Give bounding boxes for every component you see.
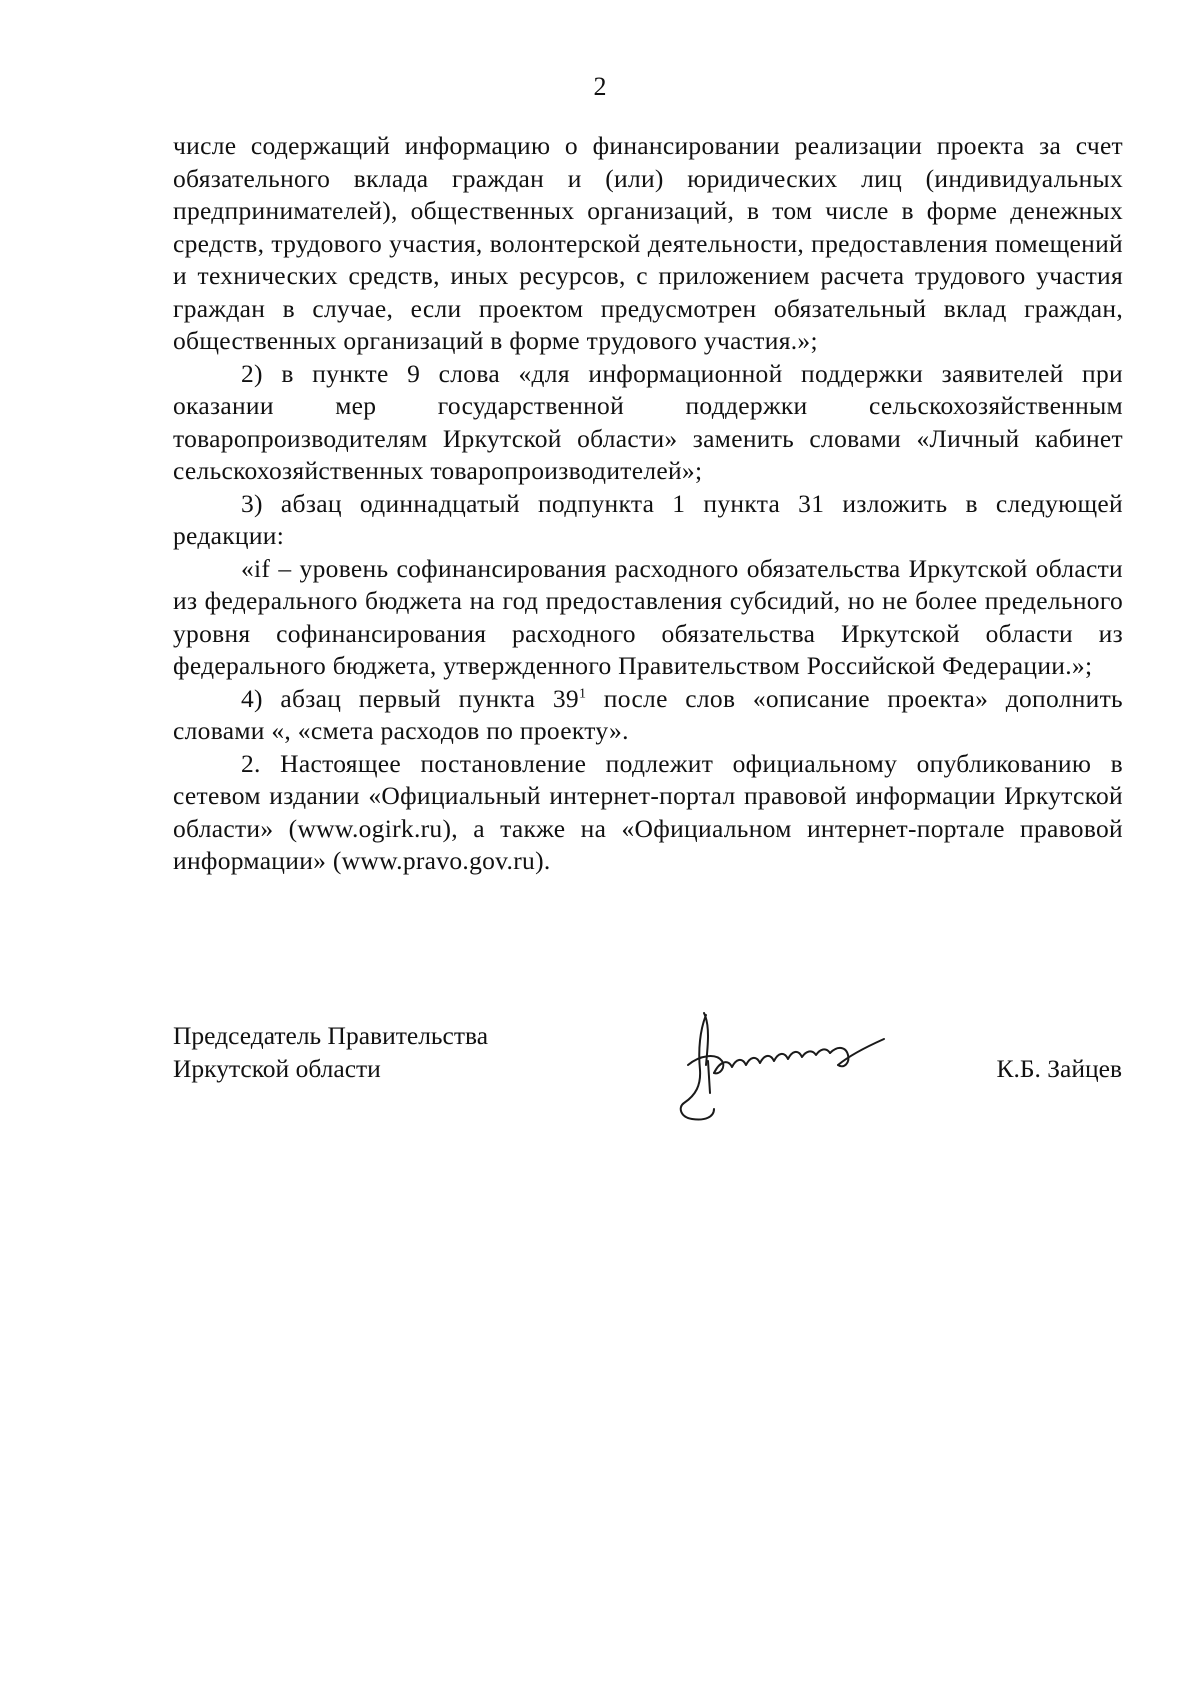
paragraph-item-2: 2) в пункте 9 слова «для информационной поддержки заявителей при оказании мер государственной поддержки сельскохозяйственным товаропроизводителям Иркутской области» заменить словами «Личный кабинет сельскохозяйственных товаропроизводителей»;: [173, 358, 1123, 485]
item-4-text-start: 4) абзац первый пункта 39: [241, 683, 579, 713]
paragraph-item-3: 3) абзац одиннадцатый подпункта 1 пункта 31 изложить в следующей редакции:: [173, 488, 1123, 550]
paragraph-publication: 2. Настоящее постановление подлежит официальному опубликованию в сетевом издании «Официальный интернет-портал правовой информации Иркутской области» (www.ogirk.ru), а также на «Официальном интернет-портале правовой информации» (www.pravo.gov.ru).: [173, 748, 1123, 875]
signatory-title-line-1: Председатель Правительства: [173, 1021, 489, 1050]
paragraph-continuation: числе содержащий информацию о финансировании реализации проекта за счет обязательного вклада граждан и (или) юридических лиц (индивидуальных предпринимателей), общественных организаций, в том числе в форме денежных средств, трудового участия, волонтерской деятельности, предоставления помещений и технических средств, иных ресурсов, с приложением расчета трудового участия граждан в случае, если проектом предусмотрен обязательный вклад граждан, общественных организаций в форме трудового участия.»;: [173, 131, 1123, 355]
item-4-superscript: 1: [578, 686, 587, 701]
signatory-title-line-2: Иркутской области: [173, 1053, 381, 1083]
paragraph-formula-definition: «if – уровень софинансирования расходного обязательства Иркутской области из федерального бюджета на год предоставления субсидий, но не более предельного уровня софинансирования расходного обязательства Иркутской области из федерального бюджета, утвержденного Правительством Российской Федерации.»;: [173, 553, 1123, 680]
handwritten-signature: [670, 995, 920, 1125]
signatory-title: [173, 1020, 488, 1085]
paragraph-item-4: [173, 683, 1123, 748]
document-body: [173, 130, 1123, 878]
signatory-name: К.Б. Зайцев: [996, 1054, 1122, 1083]
item-4-text-end: после слов «описание проекта» дополнить словами «, «смета расходов по проекту».: [173, 683, 1123, 745]
page-number: 2: [593, 72, 607, 101]
